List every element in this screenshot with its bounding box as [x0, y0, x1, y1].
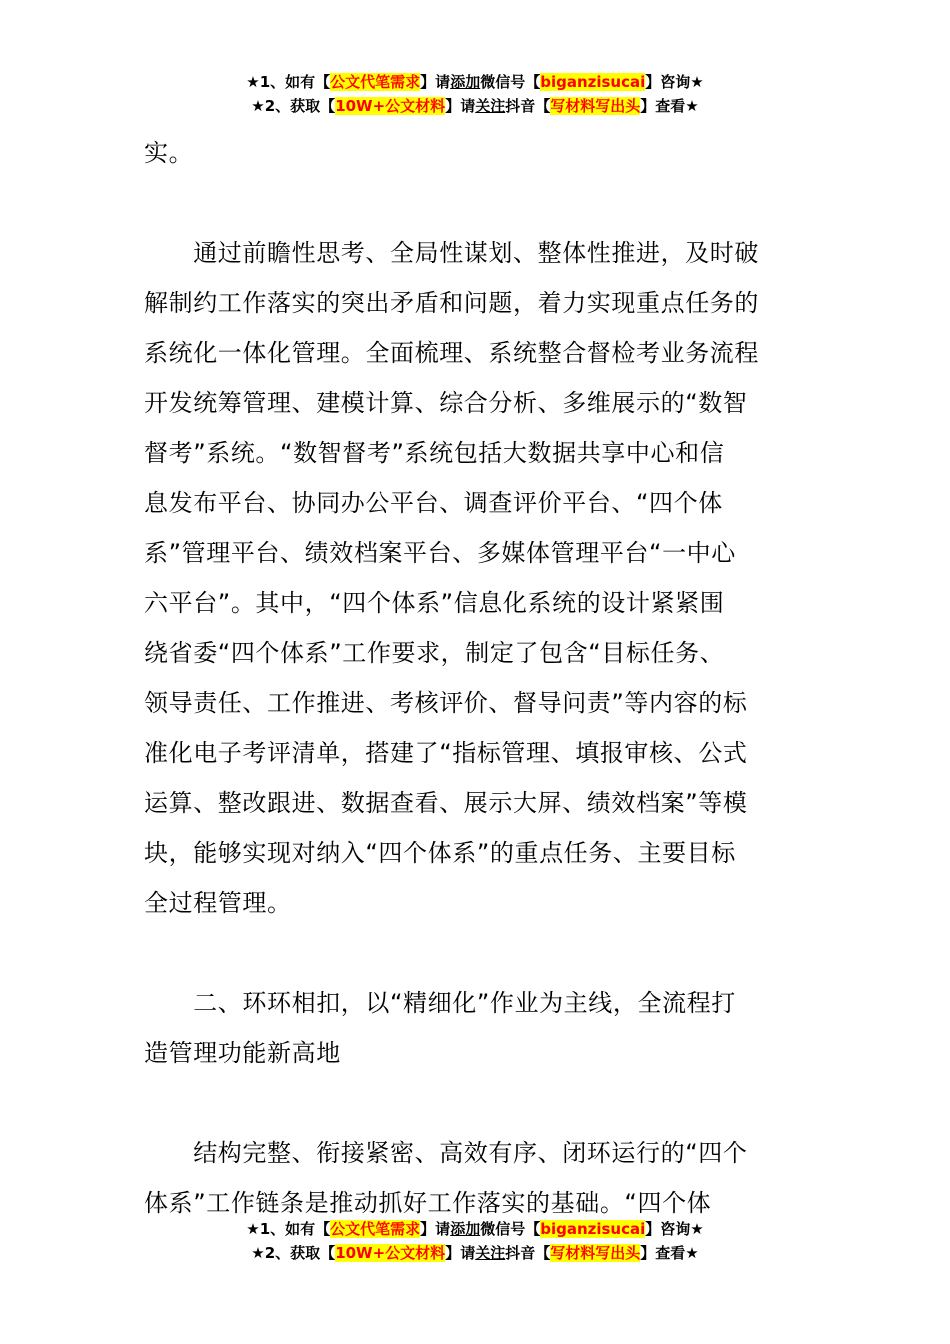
highlight-text: 公文代笔需求 — [330, 1220, 421, 1238]
text-line: 开发统筹管理、建模计算、综合分析、多维展示的“数智 — [144, 389, 748, 417]
highlight-text: 公文代笔需求 — [330, 73, 421, 91]
banner-line-1: ★1、如有【公文代笔需求】请添加微信号【biganzisucai】咨询★ — [246, 1220, 704, 1238]
paragraph-gap — [144, 1078, 812, 1128]
text-line: 实。 — [144, 139, 194, 167]
text-line: 结构完整、衔接紧密、高效有序、闭环运行的“四个 — [144, 1139, 748, 1167]
footer-banner — [0, 1217, 950, 1265]
highlight-text: 10W+公文材料 — [335, 97, 446, 115]
text-line: 运算、整改跟进、数据查看、展示大屏、绩效档案”等模 — [144, 789, 748, 817]
highlight-text: biganzisucai — [540, 73, 646, 91]
text-line: 绕省委“四个体系”工作要求，制定了包含“目标任务、 — [144, 639, 725, 667]
banner-line-2: ★2、获取【10W+公文材料】请关注抖音【写材料写出头】查看★ — [251, 97, 699, 115]
header-banner — [0, 70, 950, 118]
highlight-text: 写材料写出头 — [550, 97, 641, 115]
paragraph-gap — [144, 178, 812, 228]
paragraph-gap — [144, 928, 812, 978]
highlight-text: 写材料写出头 — [550, 1244, 641, 1262]
text-line: 解制约工作落实的突出矛盾和问题，着力实现重点任务的 — [144, 289, 759, 317]
text-line: 全过程管理。 — [144, 889, 292, 917]
text-line: 准化电子考评清单，搭建了“指标管理、填报审核、公式 — [144, 739, 748, 767]
text-line: 体系”工作链条是推动抓好工作落实的基础。“四个体 — [144, 1189, 712, 1217]
highlight-text: biganzisucai — [540, 1220, 646, 1238]
banner-line-2: ★2、获取【10W+公文材料】请关注抖音【写材料写出头】查看★ — [251, 1244, 699, 1262]
text-line: 系统化一体化管理。全面梳理、系统整合督检考业务流程 — [144, 339, 759, 367]
document-body — [144, 128, 812, 1228]
text-line: 领导责任、工作推进、考核评价、督导问责”等内容的标 — [144, 689, 748, 717]
text-line: 六平台”。其中，“四个体系”信息化系统的设计紧紧围 — [144, 589, 725, 617]
text-line: 息发布平台、协同办公平台、调查评价平台、“四个体 — [144, 489, 723, 517]
text-line: 二、环环相扣，以“精细化”作业为主线，全流程打 — [144, 989, 736, 1017]
highlight-text: 10W+公文材料 — [335, 1244, 446, 1262]
banner-line-1: ★1、如有【公文代笔需求】请添加微信号【biganzisucai】咨询★ — [246, 73, 704, 91]
text-line: 造管理功能新高地 — [144, 1039, 341, 1067]
text-line: 督考”系统。“数智督考”系统包括大数据共享中心和信 — [144, 439, 725, 467]
text-line: 系”管理平台、绩效档案平台、多媒体管理平台“一中心 — [144, 539, 736, 567]
text-line: 通过前瞻性思考、全局性谋划、整体性推进，及时破 — [144, 239, 759, 267]
text-line: 块，能够实现对纳入“四个体系”的重点任务、主要目标 — [144, 839, 736, 867]
